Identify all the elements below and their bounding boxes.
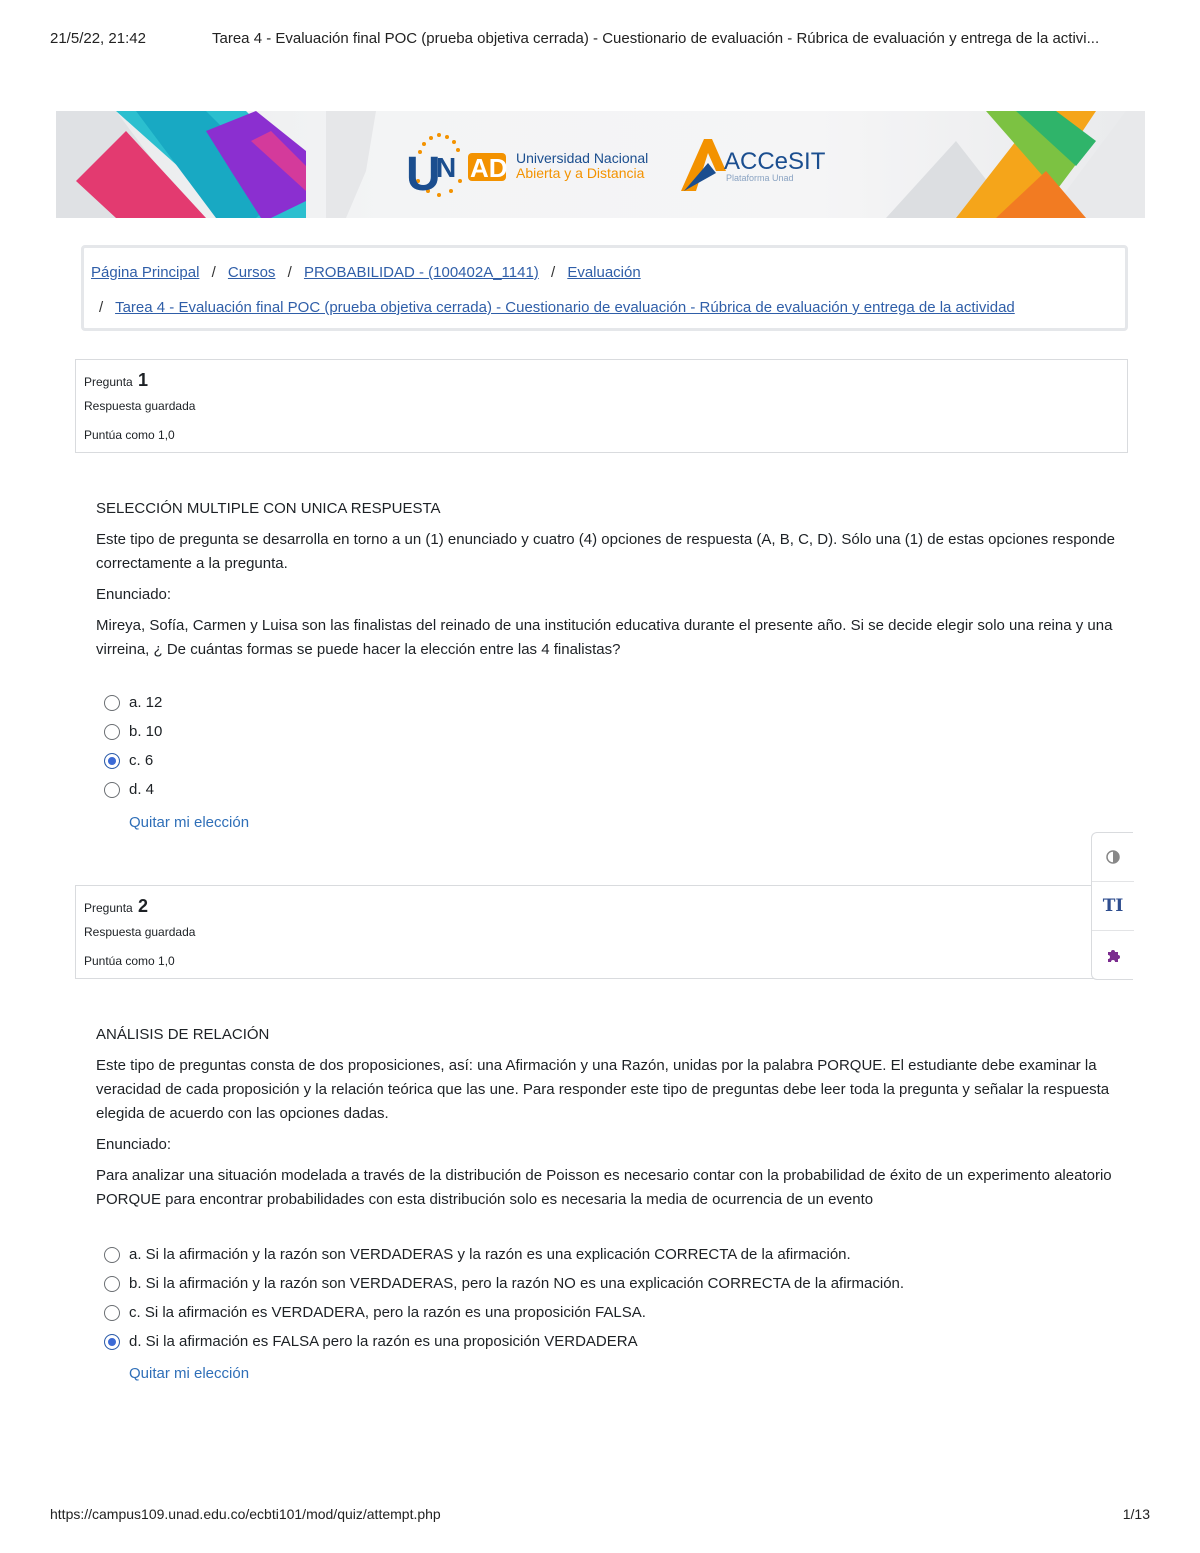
contrast-icon [1106,850,1120,864]
breadcrumb-separator: / [550,264,556,281]
question-label: Pregunta [84,375,133,389]
answer-label: b. Si la afirmación y la razón son VERDADERAS, pero la razón NO es una explicación CORRECTA de la afirmación. [129,1275,905,1292]
accessibility-toolbar [1091,832,1133,980]
question-statement-label: Enunciado: [96,586,172,603]
radio-button[interactable] [104,782,120,798]
answer-options-2 [104,1240,904,1356]
question-text-1 [96,497,1116,669]
radio-button[interactable] [104,1276,120,1292]
print-header [50,30,1150,50]
accesit-name: ACCeSIT [724,148,826,175]
radio-button[interactable] [104,1305,120,1321]
breadcrumb-separator: / [211,264,216,281]
header-banner [56,111,1145,218]
question-instructions: Este tipo de pregunta se desarrolla en torno a un (1) enunciado y cuatro (4) opciones de respuesta (A, B, C, D). Sólo una (1) de estas opciones responde correctamente a la pregunta. [96,531,1115,572]
puzzle-button[interactable] [1092,930,1134,978]
question-statement: Mireya, Sofía, Carmen y Luisa son las finalistas del reinado de una institución educativa durante el presente año. Si se decide elegir solo una reina y una virreina, ¿ De cuántas formas se puede hacer la elección entre las 4 finalistas? [96,617,1113,658]
answer-options-1 [104,688,162,804]
question-number [84,370,148,391]
question-text-2 [96,1023,1116,1219]
banner-art [56,111,1145,218]
breadcrumb-evaluation[interactable]: Evaluación [567,264,641,281]
unad-logo-letter-u: U [406,148,441,201]
clear-choice-link[interactable]: Quitar mi elección [129,1365,250,1382]
print-date: 21/5/22, 21:42 [50,30,146,47]
contrast-button[interactable] [1092,833,1134,881]
radio-button[interactable] [104,1247,120,1263]
radio-button[interactable] [104,724,120,740]
answer-label: b. 10 [129,723,163,740]
question-info-2 [75,885,1128,979]
answer-option[interactable] [104,1298,904,1327]
question-statement-label: Enunciado: [96,1136,172,1153]
question-number-value: 1 [138,370,149,390]
breadcrumb-courses[interactable]: Cursos [227,264,276,281]
question-statement: Para analizar una situación modelada a través de la distribución de Poisson es necesario contar con la probabilidad de éxito de un experimento aleatorio PORQUE para encontrar probabilidades con esta distribución solo es necesaria la media de ocurrencia de un evento [96,1167,1112,1208]
breadcrumb-separator: / [287,264,292,281]
question-number-value: 2 [138,896,149,916]
unad-logo-letter-n: N [436,152,457,183]
question-state: Respuesta guardada [84,399,196,413]
breadcrumb-current-activity[interactable]: Tarea 4 - Evaluación final POC (prueba objetiva cerrada) - Cuestionario de evaluación - Rúbrica de evaluación y entrega de la actividad [115,299,1015,316]
puzzle-icon [1105,947,1121,963]
question-label: Pregunta [84,901,133,915]
answer-option-selected[interactable] [104,1327,904,1356]
unad-logo [406,133,648,201]
text-size-icon: TI [1102,895,1124,916]
question-instructions: Este tipo de preguntas consta de dos proposiciones, así: una Afirmación y una Razón, unidas por la palabra PORQUE. El estudiante debe examinar la veracidad de cada proposición y la relación teórica que las une. Para responder este tipo de preguntas debe leer toda la pregunta y señalar la respuesta elegida de acuerdo con las opciones dadas. [96,1057,1110,1122]
radio-button-checked[interactable] [104,1334,120,1350]
answer-label: a. 12 [129,694,163,711]
question-grade: Puntúa como 1,0 [84,954,175,968]
question-type: SELECCIÓN MULTIPLE CON UNICA RESPUESTA [96,500,441,517]
clear-choice-link[interactable]: Quitar mi elección [129,814,250,831]
question-grade: Puntúa como 1,0 [84,428,175,442]
answer-label: c. 6 [129,752,154,769]
accesit-logo [681,139,826,191]
question-state: Respuesta guardada [84,925,196,939]
answer-option-selected[interactable] [104,746,162,775]
answer-label: d. 4 [129,781,155,798]
radio-button[interactable] [104,695,120,711]
print-title: Tarea 4 - Evaluación final POC (prueba objetiva cerrada) - Cuestionario de evaluación - Rúbrica de evaluación y entrega de la activi... [212,30,1100,47]
accesit-subtitle: Plataforma Unad [726,173,794,183]
print-page-number: 1/13 [1122,1506,1150,1522]
radio-button-checked[interactable] [104,753,120,769]
question-number [84,896,148,917]
breadcrumb [81,245,1128,331]
print-url: https://campus109.unad.edu.co/ecbti101/mod/quiz/attempt.php [50,1506,441,1522]
breadcrumb-home[interactable]: Página Principal [91,264,200,281]
breadcrumb-separator: / [99,299,104,316]
text-size-button[interactable] [1092,881,1134,929]
answer-label: a. Si la afirmación y la razón son VERDADERAS y la razón es una explicación CORRECTA de la afirmación. [129,1246,851,1263]
answer-option[interactable] [104,717,162,746]
unad-logo-letters-ad: AD [470,153,508,183]
answer-option[interactable] [104,688,162,717]
answer-label: c. Si la afirmación es VERDADERA, pero la razón es una proposición FALSA. [129,1304,646,1321]
university-name-line1: Universidad Nacional [516,150,649,166]
answer-option[interactable] [104,1240,904,1269]
answer-label: d. Si la afirmación es FALSA pero la razón es una proposición VERDADERA [129,1333,638,1350]
answer-option[interactable] [104,775,162,804]
question-info-1 [75,359,1128,453]
breadcrumb-course[interactable]: PROBABILIDAD - (100402A_1141) [303,264,539,281]
answer-option[interactable] [104,1269,904,1298]
university-name-line2: Abierta y a Distancia [516,165,645,181]
question-type: ANÁLISIS DE RELACIÓN [96,1026,270,1043]
